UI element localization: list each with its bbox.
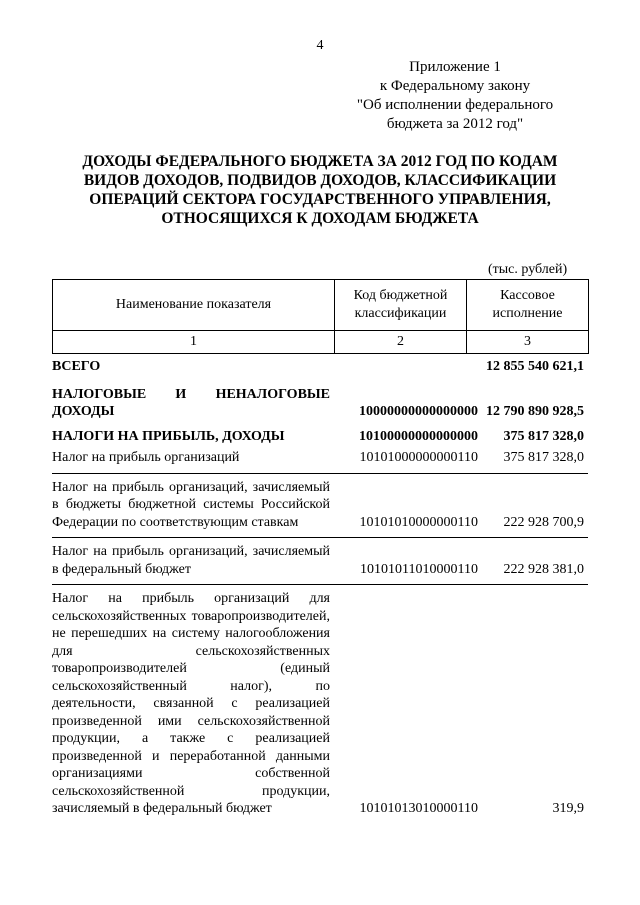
row-name: Налог на прибыль организаций, зачисляемый в бюджеты бюджетной системы Российской Федерации по соответствующим ставкам xyxy=(52,479,330,530)
row-code: 10101011010000110 xyxy=(360,561,478,577)
row-amount: 12 790 890 928,5 xyxy=(486,404,584,419)
table-row xyxy=(52,543,588,578)
page-number: 4 xyxy=(316,38,324,53)
row-code: 10101013010000110 xyxy=(359,801,478,816)
row-divider xyxy=(52,584,588,585)
table-body xyxy=(52,358,588,818)
units-label: (тыс. рублей) xyxy=(488,262,568,277)
appendix-line-1: Приложение 1 xyxy=(409,59,501,75)
row-divider xyxy=(52,473,588,474)
table-row xyxy=(52,386,588,421)
row-amount: 375 817 328,0 xyxy=(503,428,584,444)
row-amount: 375 817 328,0 xyxy=(503,450,584,465)
column-number-1: 1 xyxy=(53,331,335,354)
document-title: ДОХОДЫ ФЕДЕРАЛЬНОГО БЮДЖЕТА ЗА 2012 ГОД ПО КОДАМ ВИДОВ ДОХОДОВ, ПОДВИДОВ ДОХОДОВ, КЛАССИФИКАЦИИ ОПЕРАЦИЙ СЕКТОРА ГОСУДАРСТВЕННОГО УПРАВЛЕНИЯ, ОТНОСЯЩИХСЯ К ДОХОДАМ БЮДЖЕТА xyxy=(82,153,558,227)
header-name: Наименование показателя xyxy=(53,280,335,331)
header-amount: Кассовое исполнение xyxy=(467,280,589,331)
table-row xyxy=(52,358,588,376)
row-divider xyxy=(52,537,588,538)
table-row xyxy=(52,428,588,446)
row-name: ВСЕГО xyxy=(52,359,101,374)
row-code: 10000000000000000 xyxy=(359,404,478,419)
table-row xyxy=(52,590,588,818)
appendix-line-4: бюджета за 2012 год" xyxy=(386,116,524,132)
column-number-2: 2 xyxy=(335,331,467,354)
row-amount: 222 928 381,0 xyxy=(503,561,584,577)
row-amount: 222 928 700,9 xyxy=(503,514,584,530)
row-code: 10101010000000110 xyxy=(359,514,478,530)
appendix-note xyxy=(340,58,570,134)
row-amount: 12 855 540 621,1 xyxy=(486,359,584,374)
row-code: 10100000000000000 xyxy=(359,428,478,444)
row-name: НАЛОГИ НА ПРИБЫЛЬ, ДОХОДЫ xyxy=(52,428,285,444)
row-name: Налог на прибыль организаций, зачисляемый в федеральный бюджет xyxy=(52,544,330,577)
column-number-3: 3 xyxy=(467,331,589,354)
row-amount: 319,9 xyxy=(552,801,584,816)
table-row xyxy=(52,449,588,467)
header-code: Код бюджетной классификации xyxy=(335,280,467,331)
row-name: Налог на прибыль организаций xyxy=(52,450,240,465)
row-name: Налог на прибыль организаций для сельскохозяйственных товаропроизводителей, не перешедших на систему налогообложения для сельскохозяйственных товаропроизводителей (единый сельскохозяйственный налог), по деятельности, связанной с реализацией произведенной ими сельскохозяйственной продукции, а также с реализацией произведенной и переработанной данными организациями собственной сельскохозяйственной продукции, зачисляемый в федеральный бюджет xyxy=(52,591,330,816)
row-code: 10101000000000110 xyxy=(359,450,478,465)
appendix-line-2: к Федеральному закону xyxy=(379,78,531,94)
appendix-line-3: "Об исполнении федерального xyxy=(356,97,554,113)
table-row xyxy=(52,479,588,532)
row-name: НАЛОГОВЫЕ И НЕНАЛОГОВЫЕ ДОХОДЫ xyxy=(52,386,330,419)
table-header xyxy=(52,279,589,354)
